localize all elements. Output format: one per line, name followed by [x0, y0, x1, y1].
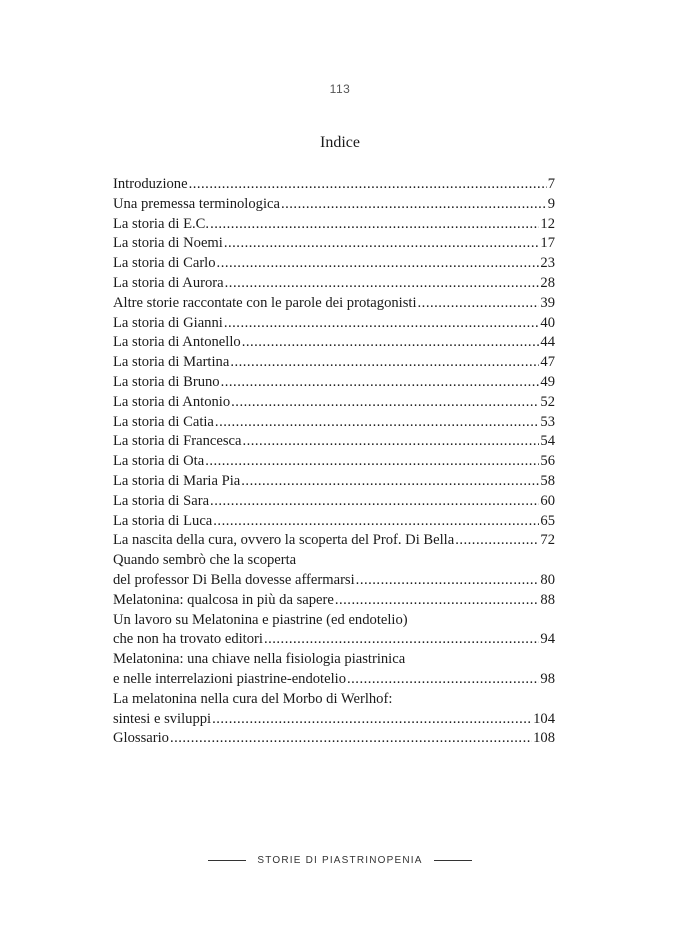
dot-leader — [264, 630, 539, 650]
toc-entry-line — [113, 373, 555, 393]
toc-entry-title: Melatonina: qualcosa in più da sapere — [113, 591, 334, 608]
toc-entry-title: La storia di Martina — [113, 354, 230, 371]
dot-leader — [418, 294, 540, 314]
toc-entry-title: La storia di Luca — [113, 512, 213, 529]
toc-entry — [113, 234, 555, 254]
toc-entry-page: 44 — [540, 334, 555, 351]
toc-entry-page: 72 — [540, 532, 555, 549]
toc-entry-page: 65 — [540, 512, 555, 529]
toc-entry-title: La storia di Gianni — [113, 314, 223, 331]
toc-entry-title: La storia di Antonio — [113, 393, 231, 410]
toc-entry — [113, 215, 555, 235]
toc-entry-title: La storia di E.C. — [113, 215, 210, 232]
toc-entry-line — [113, 710, 555, 730]
toc-entry — [113, 254, 555, 274]
toc-entry-title: La storia di Catia — [113, 413, 214, 430]
toc-entry — [113, 452, 555, 472]
toc-entry — [113, 373, 555, 393]
toc-entry-page: 104 — [533, 710, 555, 727]
toc-entry-line — [113, 729, 555, 749]
toc-entry-page: 56 — [540, 453, 555, 470]
toc-entry — [113, 650, 555, 690]
toc-entry-title: La storia di Ota — [113, 453, 205, 470]
toc-entry-line — [113, 571, 555, 591]
toc-entry — [113, 611, 555, 651]
toc-entry-line — [113, 413, 555, 433]
toc-entry-title-line: Quando sembrò che la scoperta — [113, 552, 297, 569]
dot-leader — [210, 492, 539, 512]
toc-entry-page: 28 — [540, 274, 555, 291]
dot-leader — [224, 234, 540, 254]
toc-entry-line — [113, 353, 555, 373]
footer-rule-left — [208, 860, 246, 861]
toc-entry — [113, 531, 555, 551]
toc-entry — [113, 333, 555, 353]
dot-leader — [221, 373, 540, 393]
toc-entry — [113, 393, 555, 413]
dot-leader — [347, 670, 539, 690]
page-number: 113 — [329, 82, 351, 96]
toc-entry — [113, 591, 555, 611]
toc-entry-line — [113, 452, 555, 472]
toc-entry-page: 108 — [533, 730, 555, 747]
dot-leader — [231, 393, 539, 413]
toc-entry-title: La storia di Antonello — [113, 334, 241, 351]
dot-leader — [242, 333, 540, 353]
toc-entry-page: 52 — [540, 393, 555, 410]
toc-entry — [113, 175, 555, 195]
toc-entry-page: 53 — [540, 413, 555, 430]
toc-entry-line — [113, 175, 555, 195]
footer-rule-right — [434, 860, 472, 861]
dot-leader — [217, 254, 540, 274]
toc-entry — [113, 512, 555, 532]
dot-leader — [356, 571, 540, 591]
toc-entry-title: che non ha trovato editori — [113, 631, 263, 648]
toc-entry — [113, 690, 555, 730]
dot-leader — [210, 215, 539, 235]
toc-entry-title: La storia di Carlo — [113, 255, 216, 272]
toc-entry-line — [113, 215, 555, 235]
toc-entry-line — [113, 274, 555, 294]
toc-entry-page: 7 — [547, 176, 555, 192]
toc-entry-title-line: Melatonina: una chiave nella fisiologia piastrinica — [113, 651, 406, 668]
toc-entry-page: 40 — [540, 314, 555, 331]
toc-entry-page: 39 — [540, 294, 555, 311]
toc-entry — [113, 274, 555, 294]
toc-entry-line — [113, 432, 555, 452]
toc-entry — [113, 472, 555, 492]
toc-entry-title: sintesi e sviluppi — [113, 710, 212, 727]
toc-entry — [113, 432, 555, 452]
toc-entry-title-line: Un lavoro su Melatonina e piastrine (ed endotelio) — [113, 611, 408, 628]
toc-entry-title: Introduzione — [113, 176, 188, 192]
dot-leader — [455, 531, 539, 551]
toc-entry-title: La storia di Noemi — [113, 235, 223, 252]
toc-entry — [113, 729, 555, 749]
toc-entry-line — [113, 472, 555, 492]
toc-entry-title: La storia di Francesca — [113, 433, 242, 450]
toc-entry-page: 12 — [540, 215, 555, 232]
dot-leader — [230, 353, 539, 373]
toc-entry-line — [113, 670, 555, 690]
toc-entry-title: La storia di Bruno — [113, 373, 220, 390]
toc-entry — [113, 353, 555, 373]
dot-leader — [215, 413, 539, 433]
toc-entry-line — [113, 492, 555, 512]
toc-entry-line — [113, 630, 555, 650]
toc-entry-page: 98 — [540, 670, 555, 687]
page-title: Indice — [320, 134, 360, 151]
dot-leader — [241, 472, 539, 492]
toc-entry-title: La nascita della cura, ovvero la scoperta del Prof. Di Bella — [113, 532, 455, 549]
toc-entry-page: 9 — [547, 195, 555, 212]
toc-entry-page: 94 — [540, 631, 555, 648]
toc-entry-line — [113, 591, 555, 611]
toc-entry-title: Una premessa terminologica — [113, 195, 280, 212]
dot-leader — [242, 432, 539, 452]
running-footer — [0, 855, 680, 866]
toc-entry-line — [113, 333, 555, 353]
toc-entry-page: 54 — [540, 433, 555, 450]
dot-leader — [205, 452, 539, 472]
toc-entry-page: 60 — [540, 492, 555, 509]
table-of-contents — [113, 175, 555, 749]
toc-entry-page: 58 — [540, 472, 555, 489]
toc-entry — [113, 492, 555, 512]
toc-entry-page: 23 — [540, 255, 555, 272]
toc-entry-line — [113, 314, 555, 334]
toc-entry — [113, 314, 555, 334]
dot-leader — [213, 512, 539, 532]
toc-entry-page: 49 — [540, 373, 555, 390]
toc-entry-line — [113, 195, 555, 215]
toc-entry-title: del professor Di Bella dovesse affermarsi — [113, 571, 355, 588]
toc-entry — [113, 195, 555, 215]
dot-leader — [170, 729, 532, 749]
toc-entry-title: La storia di Sara — [113, 492, 210, 509]
toc-entry-title: La storia di Maria Pia — [113, 472, 241, 489]
toc-entry-page: 88 — [540, 591, 555, 608]
toc-entry-title-line: La melatonina nella cura del Morbo di Werlhof: — [113, 690, 393, 707]
dot-leader — [335, 591, 540, 611]
toc-entry-page: 17 — [540, 235, 555, 252]
toc-entry-line — [113, 234, 555, 254]
dot-leader — [189, 175, 547, 195]
toc-entry-line — [113, 254, 555, 274]
footer-label: STORIE DI PIASTRINOPENIA — [257, 855, 423, 866]
toc-entry-page: 80 — [540, 571, 555, 588]
toc-entry-title: La storia di Aurora — [113, 274, 224, 291]
toc-entry-line — [113, 393, 555, 413]
toc-entry-line — [113, 294, 555, 314]
toc-entry — [113, 294, 555, 314]
toc-entry-line — [113, 531, 555, 551]
toc-entry-title: Altre storie raccontate con le parole dei protagonisti — [113, 294, 417, 311]
toc-entry — [113, 413, 555, 433]
dot-leader — [212, 710, 532, 730]
toc-entry-title: e nelle interrelazioni piastrine-endotelio — [113, 670, 346, 687]
toc-entry-title: Glossario — [113, 730, 169, 747]
toc-entry-line — [113, 512, 555, 532]
dot-leader — [225, 274, 540, 294]
dot-leader — [224, 314, 540, 334]
toc-entry — [113, 551, 555, 591]
dot-leader — [281, 195, 547, 215]
toc-entry-page: 47 — [540, 354, 555, 371]
